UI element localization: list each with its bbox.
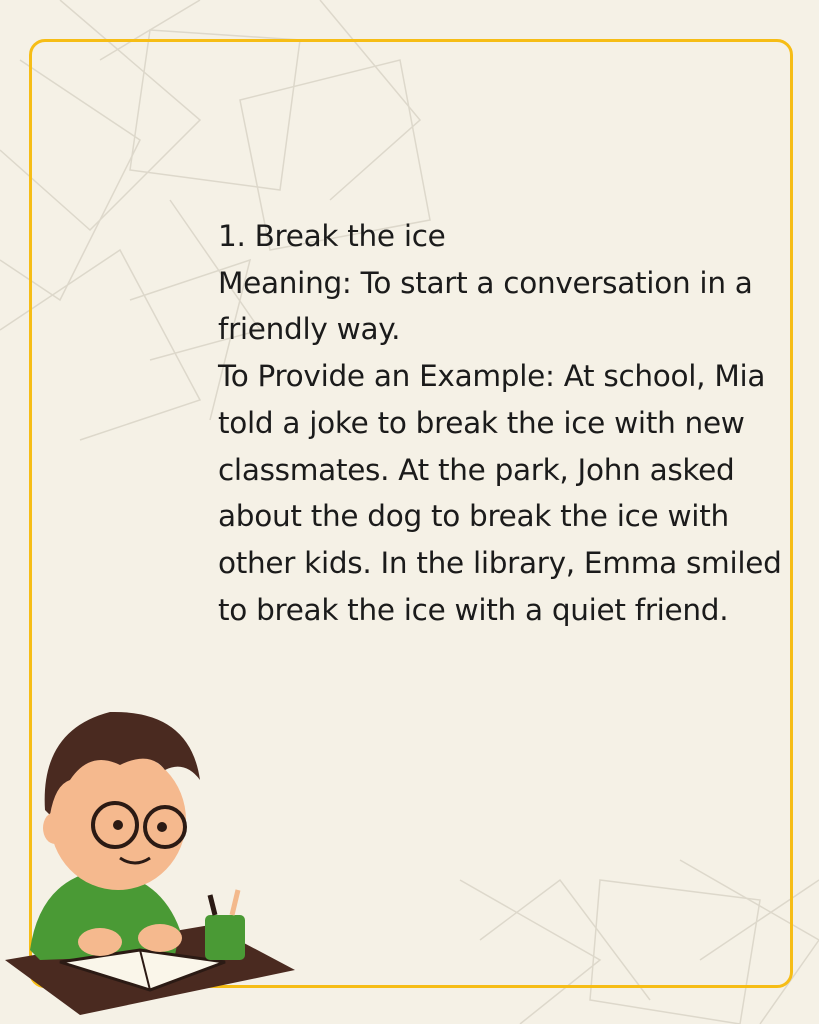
idiom-title: 1. Break the ice [218,219,446,253]
idiom-card [218,213,798,633]
idiom-meaning: Meaning: To start a conversation in a friendly way. [218,265,762,347]
idiom-example: To Provide an Example: At school, Mia told a joke to break the ice with new classmates. At the park, John asked about the dog to break the ice with other kids. In the library, Emma smiled to break the ice with a quiet friend. [218,359,791,627]
boy-studying-illustration [0,700,310,1024]
